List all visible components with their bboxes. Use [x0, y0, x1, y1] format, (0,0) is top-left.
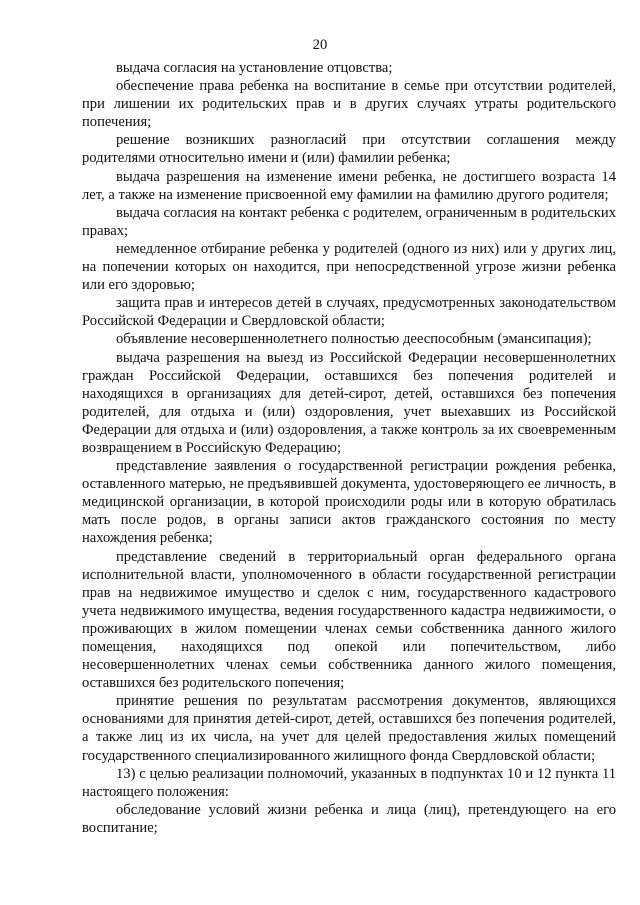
paragraph: выдача согласия на установление отцовства; [116, 60, 393, 76]
document-body [82, 59, 616, 837]
paragraph: объявление несовершеннолетнего полностью дееспособным (эмансипация); [116, 331, 592, 348]
paragraph: обследование условий жизни ребенка и лица (лиц), претендующего на его воспитание; [82, 801, 616, 836]
page-number: 20 [312, 37, 328, 53]
paragraph: представление заявления о государственной регистрации рождения ребенка, оставленного матерью, не предъявившей документа, удостоверяющего ее личность, в медицинской организации, в которой происходили роды или в которую обратилась мать после родов, в органы записи актов гражданского состояния по месту нахождения ребенка; [82, 458, 616, 547]
paragraph: немедленное отбирание ребенка у родителей (одного из них) или у других лиц, на попечении которых он находится, при непосредственной угрозе жизни ребенка или его здоровью; [82, 240, 616, 294]
paragraph: решение возникших разногласий при отсутствии соглашения между родителями относительно имени и (или) фамилии ребенка; [82, 132, 616, 167]
paragraph: 13) с целью реализации полномочий, указанных в подпунктах 10 и 12 пункта 11 настоящего положения: [82, 765, 616, 800]
paragraph: выдача разрешения на выезд из Российской Федерации несовершеннолетних граждан Российской Федерации, оставшихся без попечения родителей и находящихся в организациях для детей-сирот, детей, оставшихся без попечения родителей, для отдыха и (или) оздоровления, учет выехавших из Российской Федерации для отдыха и (или) оздоровления, а также контроль за их своевременным возвращением в Российскую Федерацию; [82, 349, 616, 456]
paragraph: принятие решения по результатам рассмотрения документов, являющихся основаниями для принятия детей-сирот, детей, оставшихся без попечения родителей, а также лиц из их числа, на учет для целей предоставления жилых помещений государственного специализированного жилищного фонда Свердловской области; [82, 693, 616, 764]
paragraph: выдача согласия на контакт ребенка с родителем, ограниченным в родительских правах; [82, 204, 616, 239]
paragraph: обеспечение права ребенка на воспитание в семье при отсутствии родителей, при лишении их родительских прав и в других случаях утраты родительского попечения; [82, 78, 616, 131]
paragraph: защита прав и интересов детей в случаях, предусмотренных законодательством Российской Федерации и Свердловской области; [82, 295, 616, 330]
paragraph: выдача разрешения на изменение имени ребенка, не достигшего возраста 14 лет, а также на изменение присвоенной ему фамилии на фамилию другого родителя; [82, 168, 616, 203]
paragraph: представление сведений в территориальный орган федерального органа исполнительной власти, уполномоченного в области государственной регистрации прав на недвижимое имущество и сделок с ним, государственного кадастрового учета недвижимого имущества, ведения государственного кадастра недвижимости, о проживающих в жилом помещении членах семьи собственника данного жилого помещения, находящихся под опекой или попечительством, либо несовершеннолетних членах семьи собственника данного жилого помещения, оставшихся без родительского попечения; [82, 548, 616, 692]
